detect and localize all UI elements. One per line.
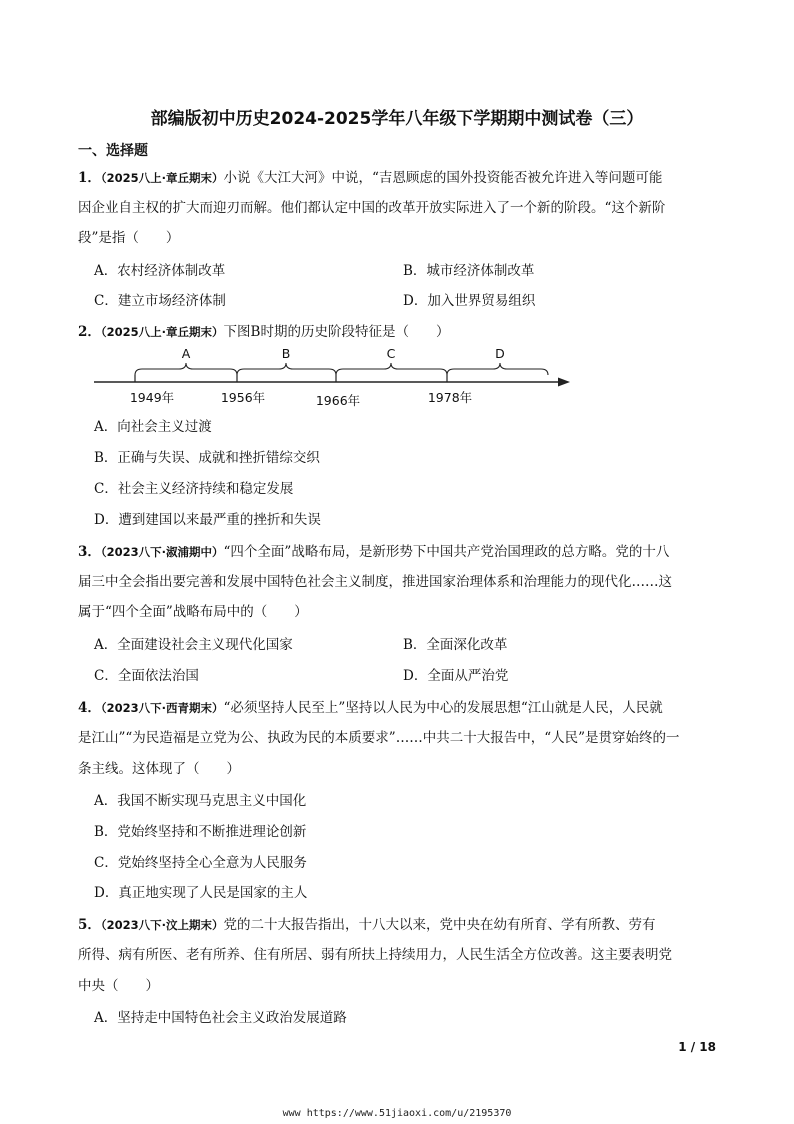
period-label-a: A	[181, 346, 191, 361]
question-1-line-2: 因企业自主权的扩大而迎刃而解。他们都认定中国的改革开放实际进入了一个新的阶段。“这个新阶	[78, 200, 666, 216]
question-1-option-a: A．农村经济体制改革	[94, 263, 226, 279]
question-2-option-b: B．正确与失误、成就和挫折错综交织	[94, 450, 320, 466]
question-1-line-3: 段”是指（ ）	[78, 230, 180, 246]
year-label-1949: 1949年	[129, 390, 175, 405]
question-number: 5．	[78, 917, 101, 933]
brace-c	[336, 363, 447, 375]
year-label-1966: 1966年	[315, 393, 361, 408]
period-label-b: B	[281, 346, 291, 361]
question-number: 1．	[78, 170, 101, 186]
question-3-line-1	[78, 540, 718, 560]
question-source: （2023八下·淑浦期中）	[100, 545, 224, 559]
question-text: 下图B时期的历史阶段特征是（ ）	[223, 324, 450, 340]
question-source: （2023八下·西青期末）	[100, 701, 224, 715]
question-3-option-b: B．全面深化改革	[403, 637, 508, 653]
question-text: 小说《大江大河》中说，“吉恩顾虑的国外投资能否被允许进入等问题可能	[223, 170, 663, 186]
question-text: “四个全面”战略布局，是新形势下中国共产党治国理政的总方略。党的十八	[223, 544, 670, 560]
question-text: “必须坚持人民至上”坚持以人民为中心的发展思想“江山就是人民，人民就	[223, 700, 663, 716]
brace-a	[135, 363, 237, 375]
question-1-line-1	[78, 166, 718, 186]
question-4-option-c: C．党始终坚持全心全意为人民服务	[94, 855, 307, 871]
brace-b	[237, 363, 336, 375]
question-2-option-c: C．社会主义经济持续和稳定发展	[94, 481, 294, 497]
question-number: 3．	[78, 544, 101, 560]
question-2-option-d: D．遭到建国以来最严重的挫折和失误	[94, 512, 321, 528]
question-3-line-2: 届三中全会指出要完善和发展中国特色社会主义制度，推进国家治理体系和治理能力的现代化……这	[78, 574, 672, 590]
question-3-option-c: C．全面依法治国	[94, 668, 199, 684]
timeline-diagram	[90, 342, 580, 408]
question-4-line-1	[78, 696, 718, 716]
question-5-line-3: 中央（ ）	[78, 978, 159, 994]
question-source: （2023八下·汶上期末）	[100, 918, 224, 932]
question-4-option-b: B．党始终坚持和不断推进理论创新	[94, 824, 307, 840]
question-4-option-a: A．我国不断实现马克思主义中国化	[94, 793, 307, 809]
page-number: 1 / 18	[678, 1040, 716, 1054]
question-3-option-a: A．全面建设社会主义现代化国家	[94, 637, 293, 653]
footer-url[interactable]: www https://www.51jiaoxi.com/u/2195370	[282, 1108, 512, 1119]
question-source: （2025八上·章丘期末）	[100, 325, 224, 339]
question-1-option-b: B．城市经济体制改革	[403, 263, 535, 279]
question-2-line-1	[78, 320, 718, 340]
year-label-1978: 1978年	[427, 390, 473, 405]
question-4-line-3: 条主线。这体现了（ ）	[78, 761, 240, 777]
question-number: 4．	[78, 700, 101, 716]
question-4-option-d: D．真正地实现了人民是国家的主人	[94, 885, 308, 901]
period-label-d: D	[495, 346, 505, 361]
page-title: 部编版初中历史2024-2025学年八年级下学期期中测试卷（三）	[150, 109, 644, 129]
question-5-option-a: A．坚持走中国特色社会主义政治发展道路	[94, 1010, 347, 1026]
question-1-option-d: D．加入世界贸易组织	[403, 293, 536, 309]
period-label-c: C	[386, 346, 396, 361]
question-source: （2025八上·章丘期末）	[100, 171, 224, 185]
year-label-1956: 1956年	[220, 390, 266, 405]
question-3-option-d: D．全面从严治党	[403, 668, 509, 684]
question-3-line-3: 属于“四个全面”战略布局中的（ ）	[78, 604, 308, 620]
timeline-arrow-icon	[558, 378, 570, 387]
question-text: 党的二十大报告指出，十八大以来，党中央在幼有所育、学有所教、劳有	[223, 917, 656, 933]
question-5-line-1	[78, 913, 718, 933]
question-4-line-2: 是江山”“为民造福是立党为公、执政为民的本质要求”……中共二十大报告中，“人民”是贯穿始终的一	[78, 730, 680, 746]
question-5-line-2: 所得、病有所医、老有所养、住有所居、弱有所扶上持续用力，人民生活全方位改善。这主要表明党	[78, 947, 672, 963]
brace-d	[447, 363, 548, 375]
section-heading: 一、选择题	[78, 143, 148, 159]
question-2-option-a: A．向社会主义过渡	[94, 419, 212, 435]
question-number: 2．	[78, 324, 101, 340]
question-1-option-c: C．建立市场经济体制	[94, 293, 226, 309]
